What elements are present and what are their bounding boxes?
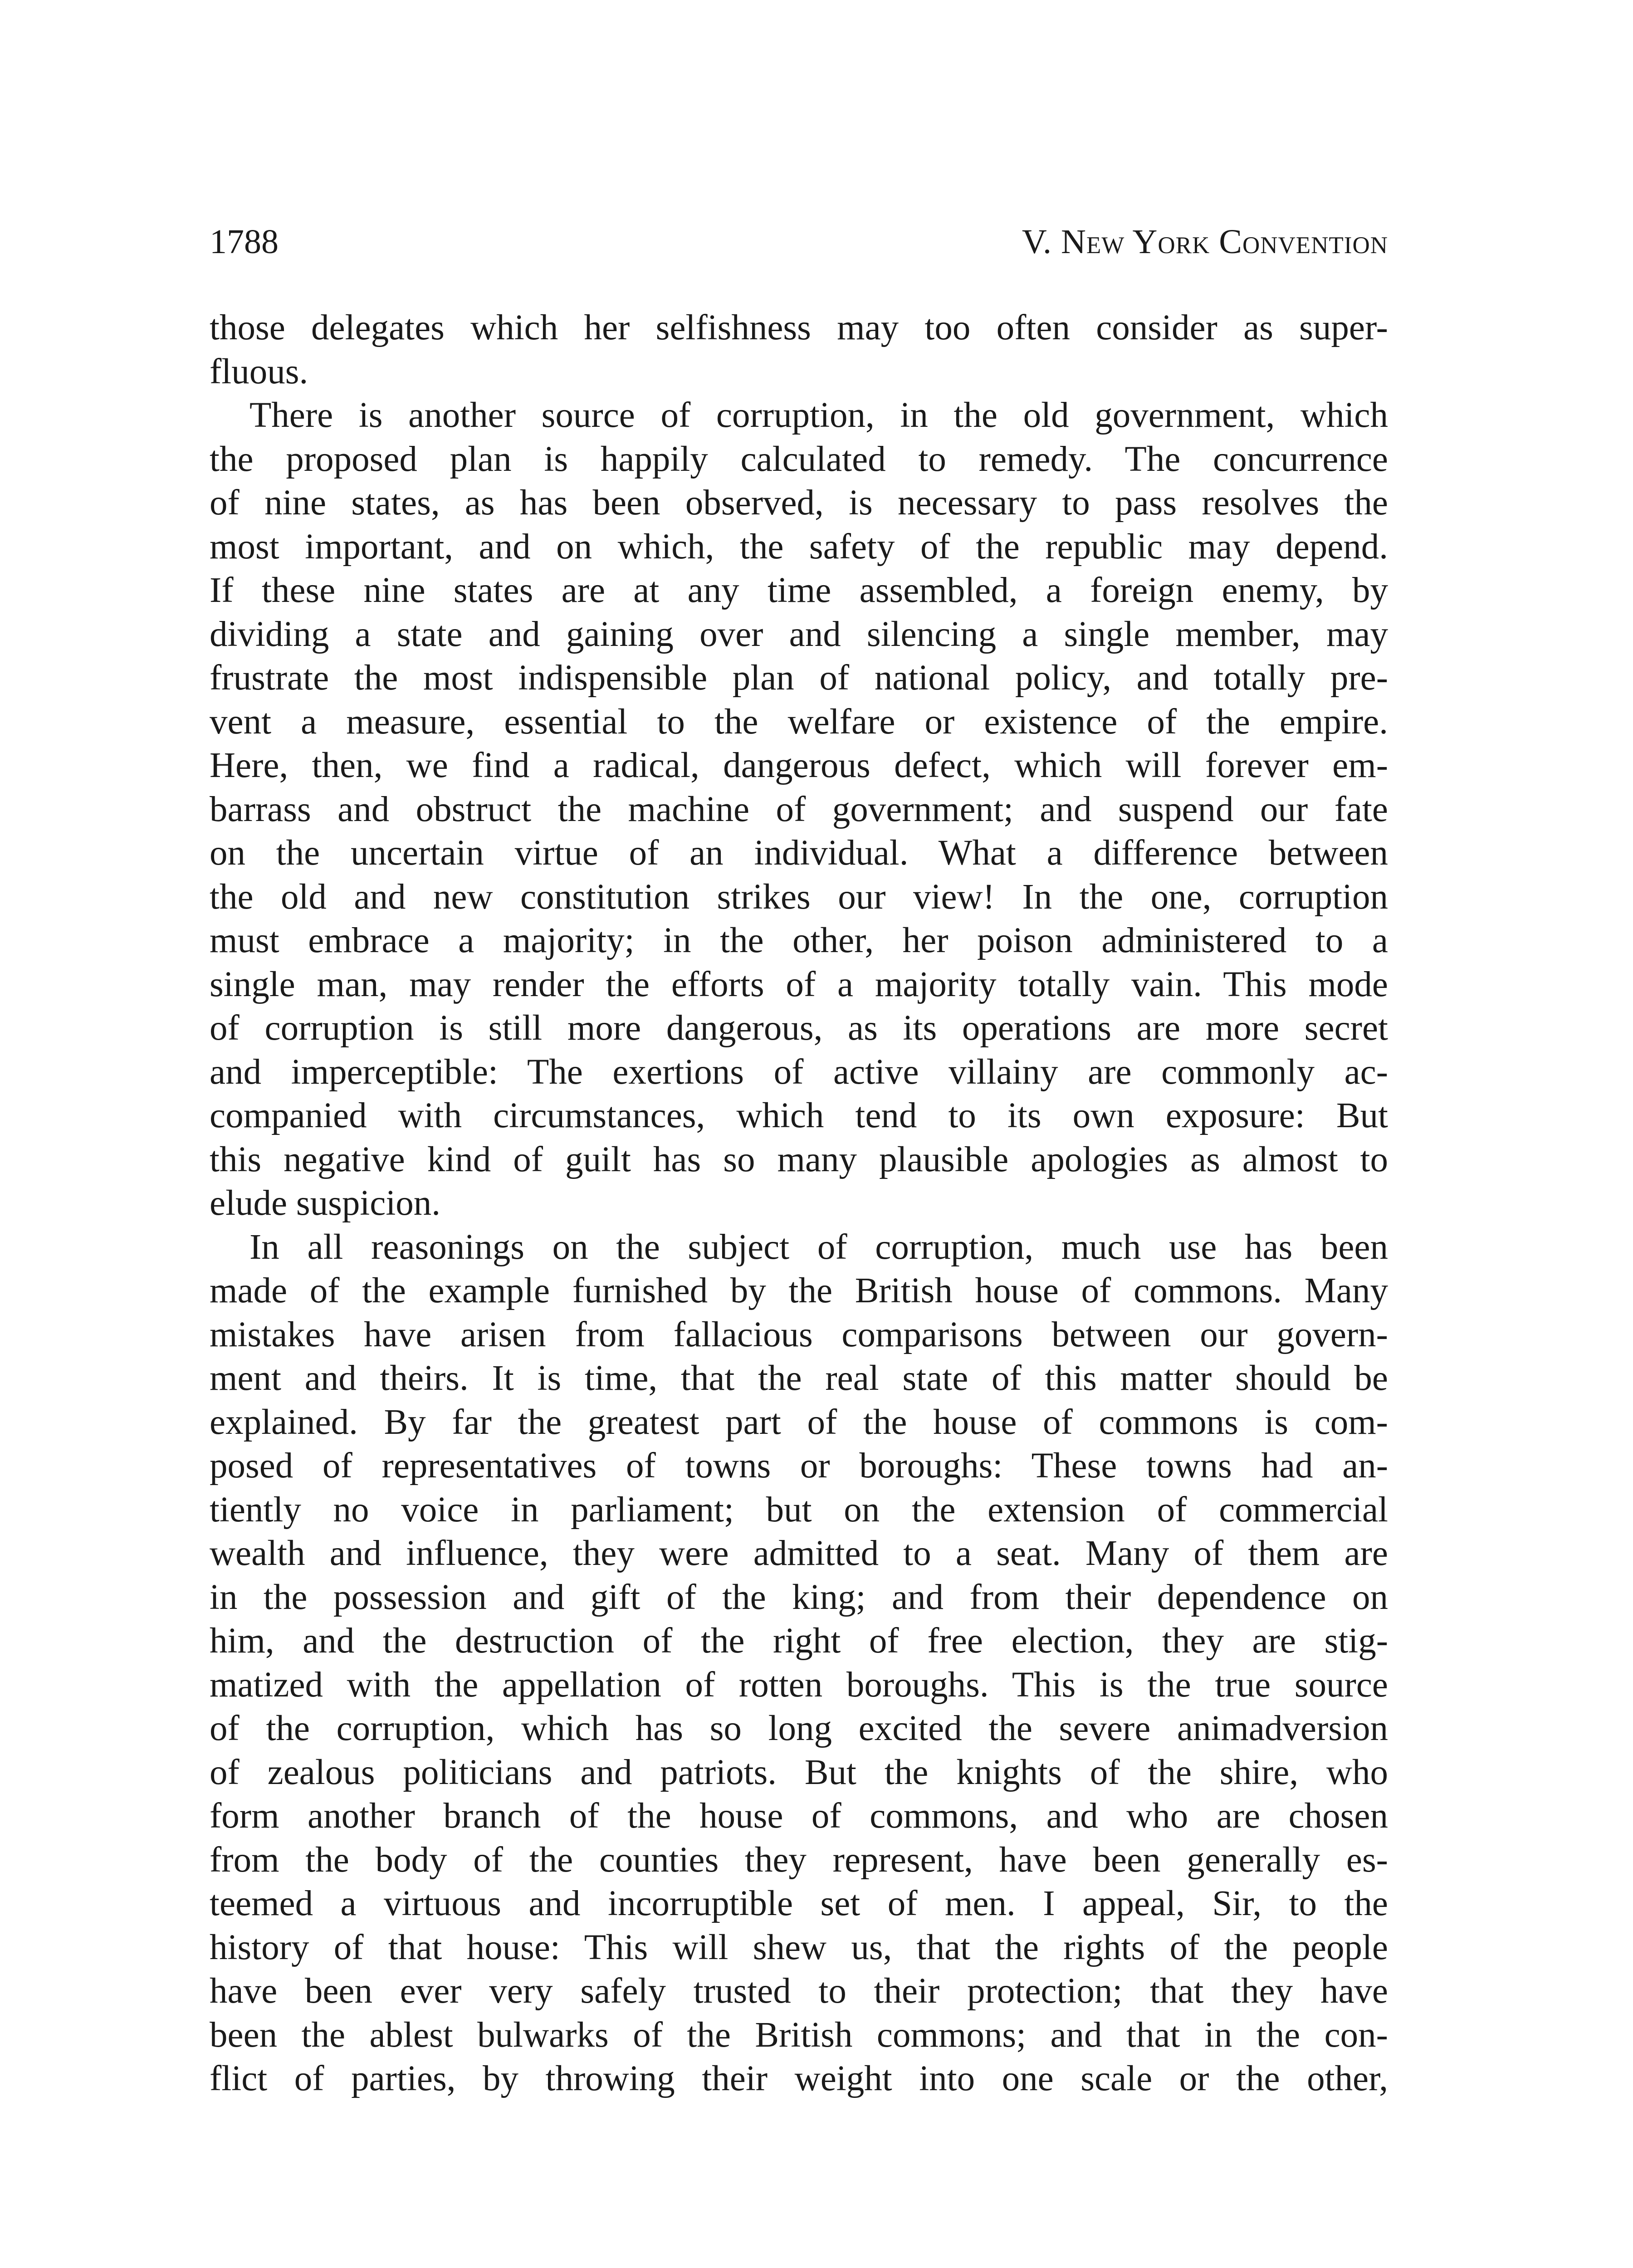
text-line: this negative kind of guilt has so many plausible apologies as almost to	[210, 1139, 1388, 1179]
text-line: posed of representatives of towns or boroughs: These towns had an-	[210, 1446, 1388, 1486]
paragraph-first-line: In all reasonings on the subject of corruption, much use has been	[249, 1227, 1388, 1267]
page-number: 1788	[210, 223, 279, 261]
text-line: form another branch of the house of commons, and who are chosen	[210, 1796, 1388, 1836]
text-line: single man, may render the efforts of a majority totally vain. This mode	[210, 964, 1388, 1004]
text-line: and imperceptible: The exertions of active villainy are commonly ac-	[210, 1052, 1388, 1092]
text-line: fluous.	[210, 352, 308, 391]
text-line: been the ablest bulwarks of the British commons; and that in the con-	[210, 2015, 1388, 2055]
text-line: vent a measure, essential to the welfare or existence of the empire.	[210, 702, 1388, 742]
text-line: the proposed plan is happily calculated to remedy. The concurrence	[210, 439, 1388, 479]
text-line: of corruption is still more dangerous, as its operations are more secret	[210, 1008, 1388, 1048]
text-line: dividing a state and gaining over and silencing a single member, may	[210, 614, 1388, 654]
text-line: of nine states, as has been observed, is necessary to pass resolves the	[210, 483, 1388, 523]
text-line: matized with the appellation of rotten boroughs. This is the true source	[210, 1665, 1388, 1705]
text-line: elude suspicion.	[210, 1183, 441, 1223]
text-line: must embrace a majority; in the other, her poison administered to a	[210, 921, 1388, 960]
text-line: the old and new constitution strikes our view! In the one, corruption	[210, 877, 1388, 917]
text-line: of zealous politicians and patriots. But the knights of the shire, who	[210, 1752, 1388, 1792]
section-title: V. New York Convention	[1022, 223, 1388, 261]
text-line: most important, and on which, the safety of the republic may depend.	[210, 527, 1388, 567]
text-line: on the uncertain virtue of an individual. What a difference between	[210, 833, 1388, 873]
text-line: those delegates which her selfishness may too often consider as super-	[210, 308, 1388, 347]
text-line: in the possession and gift of the king; and from their dependence on	[210, 1577, 1388, 1617]
text-line: history of that house: This will shew us, that the rights of the people	[210, 1927, 1388, 1967]
text-line: from the body of the counties they represent, have been generally es-	[210, 1840, 1388, 1880]
text-line: mistakes have arisen from fallacious comparisons between our govern-	[210, 1315, 1388, 1354]
text-line: made of the example furnished by the British house of commons. Many	[210, 1271, 1388, 1310]
body-text	[210, 306, 1388, 2101]
text-line: wealth and influence, they were admitted to a seat. Many of them are	[210, 1534, 1388, 1573]
paragraph-first-line: There is another source of corruption, in the old government, which	[249, 396, 1388, 435]
text-line: frustrate the most indispensible plan of national policy, and totally pre-	[210, 658, 1388, 698]
text-line: barrass and obstruct the machine of government; and suspend our fate	[210, 789, 1388, 829]
running-head	[210, 221, 1388, 262]
text-line: him, and the destruction of the right of free election, they are stig-	[210, 1621, 1388, 1661]
text-line: flict of parties, by throwing their weight into one scale or the other,	[210, 2059, 1388, 2098]
text-line: explained. By far the greatest part of the house of commons is com-	[210, 1402, 1388, 1442]
text-line: ment and theirs. It is time, that the real state of this matter should be	[210, 1359, 1388, 1398]
text-line: tiently no voice in parliament; but on the extension of commercial	[210, 1490, 1388, 1530]
text-line: teemed a virtuous and incorruptible set of men. I appeal, Sir, to the	[210, 1884, 1388, 1923]
text-line: Here, then, we find a radical, dangerous defect, which will forever em-	[210, 746, 1388, 785]
text-line: of the corruption, which has so long excited the severe animadversion	[210, 1709, 1388, 1748]
text-line: companied with circumstances, which tend to its own exposure: But	[210, 1096, 1388, 1135]
text-line: If these nine states are at any time assembled, a foreign enemy, by	[210, 571, 1388, 610]
text-line: have been ever very safely trusted to their protection; that they have	[210, 1971, 1388, 2011]
